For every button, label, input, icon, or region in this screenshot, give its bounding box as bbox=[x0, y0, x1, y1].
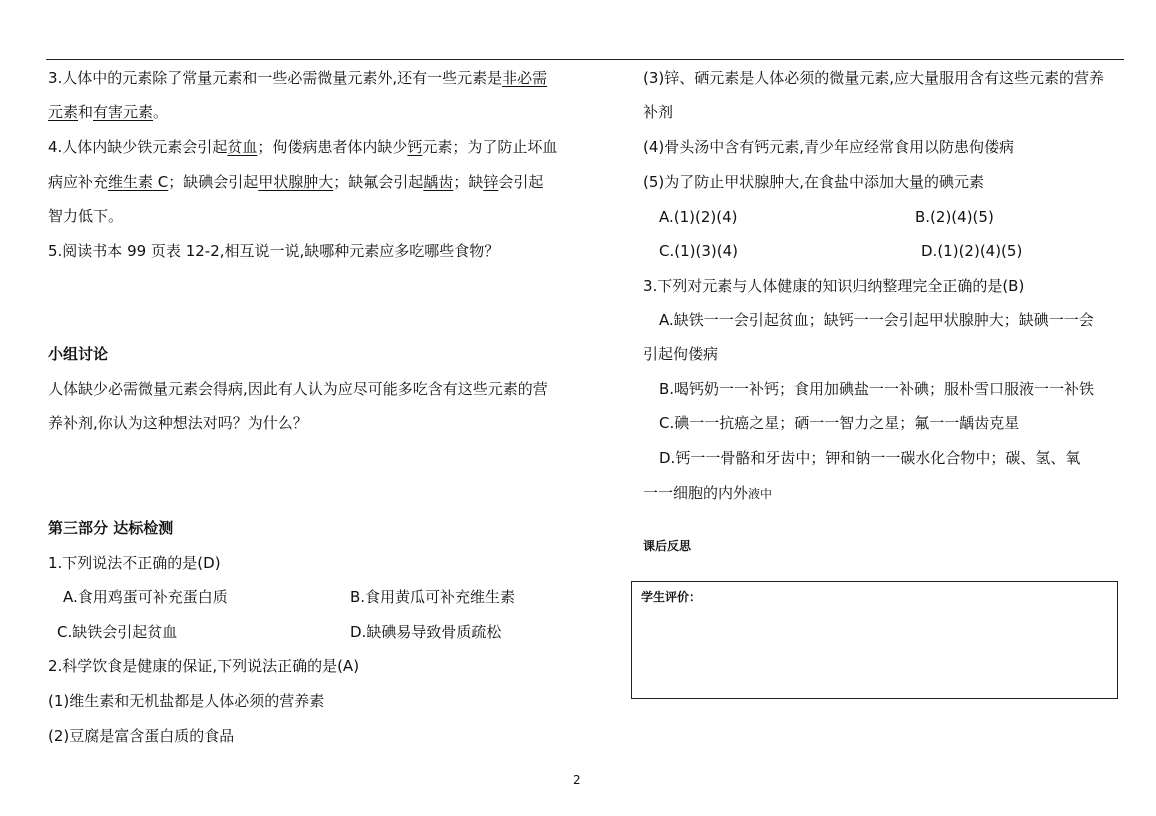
q4-text: 元素；为了防止坏血 bbox=[422, 138, 558, 156]
discussion-title: 小组讨论 bbox=[48, 345, 109, 363]
test3-option-d-line1: D.钙一一骨骼和牙齿中；钾和钠一一碳水化合物中；碳、氢、氧 bbox=[659, 449, 1081, 467]
answer-vitamin-c: 维生素 C bbox=[108, 173, 169, 191]
q4-text: ；缺 bbox=[453, 173, 484, 191]
test2-statement-1: (1)维生素和无机盐都是人体必须的营养素 bbox=[48, 692, 325, 710]
test2-statement-2: (2)豆腐是富含蛋白质的食品 bbox=[48, 727, 235, 745]
header-rule bbox=[46, 59, 1124, 60]
answer-nonessential: 非必需 bbox=[502, 69, 548, 87]
answer-calcium: 钙 bbox=[407, 138, 423, 156]
question-5: 5.阅读书本 99 页表 12-2,相互说一说,缺哪种元素应多吃哪些食物？ bbox=[48, 242, 500, 260]
page-number: 2 bbox=[573, 773, 581, 787]
test1-option-b: B.食用黄瓜可补充维生素 bbox=[350, 588, 516, 606]
q3-period: 。 bbox=[153, 103, 169, 121]
discussion-line1: 人体缺少必需微量元素会得病,因此有人认为应尽可能多吃含有这些元素的营 bbox=[48, 380, 548, 398]
q4-text: ；缺碘会引起 bbox=[168, 173, 259, 191]
test1-question: 1.下列说法不正确的是(D) bbox=[48, 554, 221, 572]
test2-question: 2.科学饮食是健康的保证,下列说法正确的是(A) bbox=[48, 657, 360, 675]
test2-option-b: B.(2)(4)(5) bbox=[915, 208, 994, 226]
test3-option-c: C.碘一一抗癌之星；硒一一智力之星；氟一一龋齿克星 bbox=[659, 414, 1020, 432]
q4-text: ；佝偻病患者体内缺少 bbox=[257, 138, 408, 156]
q4-text: ；缺氟会引起 bbox=[333, 173, 424, 191]
question-4-line2 bbox=[48, 172, 543, 192]
student-evaluation-box[interactable] bbox=[631, 581, 1118, 699]
q4-text: 4.人体内缺少铁元素会引起 bbox=[48, 138, 228, 156]
test1-option-a: A.食用鸡蛋可补充蛋白质 bbox=[63, 588, 228, 606]
test3-d-small: 液中 bbox=[748, 487, 773, 501]
answer-harmful: 有害元素 bbox=[93, 103, 154, 121]
test2-option-c: C.(1)(3)(4) bbox=[659, 242, 738, 260]
test2-statement-4: (4)骨头汤中含有钙元素,青少年应经常食用以防患佝偻病 bbox=[643, 138, 1015, 156]
answer-goiter: 甲状腺肿大 bbox=[258, 173, 334, 191]
test3-option-b: B.喝钙奶一一补钙；食用加碘盐一一补碘；服朴雪口服液一一补铁 bbox=[659, 380, 1095, 398]
question-4-line3: 智力低下。 bbox=[48, 207, 124, 225]
part3-title: 第三部分 达标检测 bbox=[48, 519, 174, 537]
q4-text: 会引起 bbox=[498, 173, 544, 191]
answer-elements: 元素 bbox=[48, 103, 79, 121]
test3-option-a-line1: A.缺铁一一会引起贫血；缺钙一一会引起甲状腺肿大；缺碘一一会 bbox=[659, 311, 1094, 329]
student-evaluation-label: 学生评价： bbox=[641, 590, 702, 604]
test2-statement-3-line1: (3)锌、硒元素是人体必须的微量元素,应大量服用含有这些元素的营养 bbox=[643, 69, 1105, 87]
answer-anemia: 贫血 bbox=[227, 138, 258, 156]
test1-option-d: D.缺碘易导致骨质疏松 bbox=[350, 623, 502, 641]
discussion-line2: 养补剂,你认为这种想法对吗？为什么？ bbox=[48, 414, 308, 432]
test1-option-c: C.缺铁会引起贫血 bbox=[57, 623, 178, 641]
answer-caries: 龋齿 bbox=[423, 173, 454, 191]
test3-d-text: 一一细胞的内外 bbox=[643, 484, 749, 502]
question-3-line1 bbox=[48, 68, 547, 88]
q3-and: 和 bbox=[78, 103, 94, 121]
q3-text: 3.人体中的元素除了常量元素和一些必需微量元素外,还有一些元素是 bbox=[48, 69, 503, 87]
reflection-title: 课后反思 bbox=[643, 539, 692, 553]
answer-zinc: 锌 bbox=[483, 173, 499, 191]
test2-statement-3-line2: 补剂 bbox=[643, 103, 674, 121]
test3-option-d-line2 bbox=[643, 483, 772, 504]
question-3-line2 bbox=[48, 102, 168, 122]
test2-option-d: D.(1)(2)(4)(5) bbox=[921, 242, 1023, 260]
question-4-line1 bbox=[48, 137, 557, 157]
test3-option-a-line2: 引起佝偻病 bbox=[643, 345, 719, 363]
q4-text: 病应补充 bbox=[48, 173, 109, 191]
test2-statement-5: (5)为了防止甲状腺肿大,在食盐中添加大量的碘元素 bbox=[643, 173, 985, 191]
test2-option-a: A.(1)(2)(4) bbox=[659, 208, 738, 226]
test3-question: 3.下列对元素与人体健康的知识归纳整理完全正确的是(B) bbox=[643, 277, 1025, 295]
